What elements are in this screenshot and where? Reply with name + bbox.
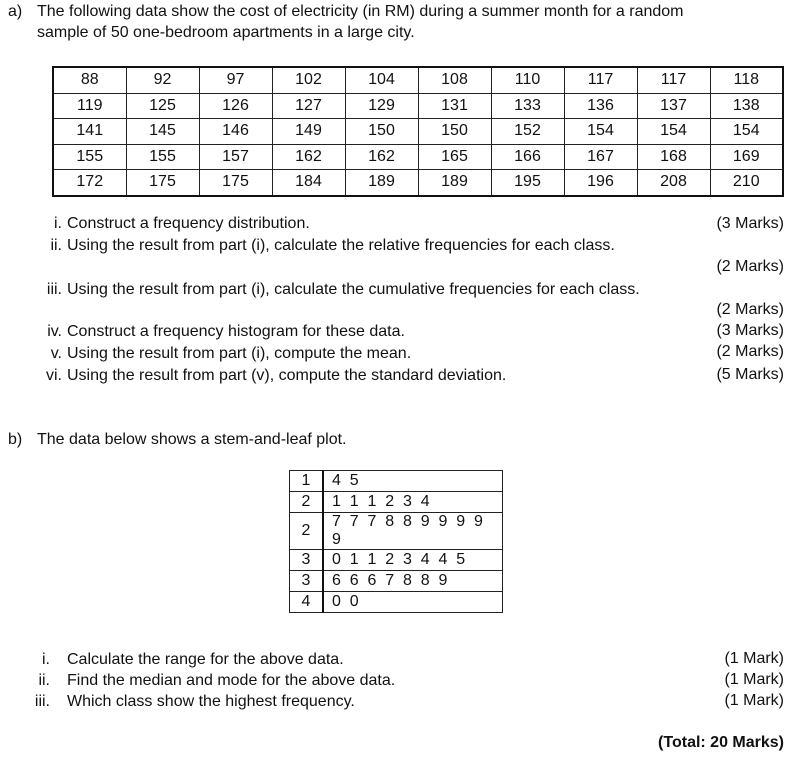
part-a-q4-number: iv. xyxy=(47,323,62,340)
table-cell: 104 xyxy=(345,67,418,93)
part-b-q3-text: Which class show the highest frequency. xyxy=(67,693,355,710)
stem-leaf-row xyxy=(290,471,503,492)
stem-cell: 3 xyxy=(290,550,324,571)
table-cell: 162 xyxy=(345,144,418,170)
part-b-intro: The data below shows a stem-and-leaf plot. xyxy=(37,431,347,448)
part-a-q5-marks: (2 Marks) xyxy=(716,343,784,360)
table-cell: 195 xyxy=(491,170,564,196)
table-cell: 162 xyxy=(272,144,345,170)
table-cell: 145 xyxy=(126,119,199,145)
part-a-q3-number: iii. xyxy=(46,281,62,298)
part-a-q6-marks: (5 Marks) xyxy=(716,366,784,383)
stem-leaf-row xyxy=(290,550,503,571)
table-cell: 131 xyxy=(418,93,491,119)
part-b-q3-number: iii. xyxy=(34,693,50,710)
part-b-q2-number: ii. xyxy=(38,672,50,689)
part-a-q3-text: Using the result from part (i), calculate the cumulative frequencies for each class. xyxy=(67,281,640,298)
table-row xyxy=(53,119,783,145)
part-b-q1-text: Calculate the range for the above data. xyxy=(67,651,344,668)
table-row xyxy=(53,170,783,196)
stem-cell: 2 xyxy=(290,492,324,513)
stem-cell: 3 xyxy=(290,571,324,592)
table-cell: 167 xyxy=(564,144,637,170)
table-cell: 137 xyxy=(637,93,710,119)
table-row xyxy=(53,93,783,119)
part-a-q5-text: Using the result from part (i), compute the mean. xyxy=(67,345,412,362)
table-cell: 184 xyxy=(272,170,345,196)
table-cell: 126 xyxy=(199,93,272,119)
part-a-q4-marks: (3 Marks) xyxy=(716,322,784,339)
part-a-q3-marks: (2 Marks) xyxy=(716,301,784,318)
electricity-cost-table xyxy=(52,66,784,197)
stem-leaf-row xyxy=(290,492,503,513)
part-b-q1-marks: (1 Mark) xyxy=(724,650,784,667)
table-cell: 88 xyxy=(53,67,126,93)
table-cell: 136 xyxy=(564,93,637,119)
table-cell: 172 xyxy=(53,170,126,196)
part-a-q1-text: Construct a frequency distribution. xyxy=(67,215,310,232)
table-row xyxy=(53,67,783,93)
table-cell: 146 xyxy=(199,119,272,145)
table-cell: 155 xyxy=(126,144,199,170)
part-a-q1-marks: (3 Marks) xyxy=(716,215,784,232)
table-cell: 108 xyxy=(418,67,491,93)
table-cell: 125 xyxy=(126,93,199,119)
table-cell: 117 xyxy=(564,67,637,93)
table-cell: 92 xyxy=(126,67,199,93)
table-row xyxy=(53,144,783,170)
table-cell: 175 xyxy=(199,170,272,196)
part-b-q1-number: i. xyxy=(42,651,50,668)
table-cell: 169 xyxy=(710,144,783,170)
table-cell: 141 xyxy=(53,119,126,145)
leaf-cell: 0 1 1 2 3 4 4 5 xyxy=(323,550,503,571)
part-a-q2-marks: (2 Marks) xyxy=(716,258,784,275)
stem-leaf-row xyxy=(290,513,503,550)
stem-and-leaf-plot xyxy=(289,470,503,613)
stem-leaf-row xyxy=(290,592,503,613)
table-cell: 189 xyxy=(345,170,418,196)
part-a-q4-text: Construct a frequency histogram for these data. xyxy=(67,323,405,340)
leaf-cell: 0 0 xyxy=(323,592,503,613)
stem-cell: 2 xyxy=(290,513,324,550)
part-a-q1-number: i. xyxy=(54,215,62,232)
table-cell: 154 xyxy=(637,119,710,145)
table-cell: 133 xyxy=(491,93,564,119)
part-a-q2-number: ii. xyxy=(50,237,62,254)
part-a-intro-line-1: The following data show the cost of electricity (in RM) during a summer month for a random xyxy=(37,3,684,20)
table-cell: 196 xyxy=(564,170,637,196)
table-cell: 102 xyxy=(272,67,345,93)
table-cell: 150 xyxy=(345,119,418,145)
leaf-cell: 6 6 6 7 8 8 9 xyxy=(323,571,503,592)
table-cell: 154 xyxy=(710,119,783,145)
table-cell: 157 xyxy=(199,144,272,170)
table-cell: 208 xyxy=(637,170,710,196)
stem-leaf-row xyxy=(290,571,503,592)
table-cell: 166 xyxy=(491,144,564,170)
leaf-cell: 4 5 xyxy=(323,471,503,492)
part-a-intro-line-2: sample of 50 one-bedroom apartments in a large city. xyxy=(37,24,415,41)
part-b-q2-text: Find the median and mode for the above data. xyxy=(67,672,396,689)
table-cell: 150 xyxy=(418,119,491,145)
part-b-label: b) xyxy=(8,431,23,448)
table-cell: 117 xyxy=(637,67,710,93)
table-cell: 210 xyxy=(710,170,783,196)
table-cell: 154 xyxy=(564,119,637,145)
table-cell: 119 xyxy=(53,93,126,119)
table-cell: 129 xyxy=(345,93,418,119)
table-cell: 189 xyxy=(418,170,491,196)
table-cell: 127 xyxy=(272,93,345,119)
table-cell: 149 xyxy=(272,119,345,145)
table-cell: 168 xyxy=(637,144,710,170)
part-b-q2-marks: (1 Mark) xyxy=(724,671,784,688)
table-cell: 118 xyxy=(710,67,783,93)
part-a-q6-text: Using the result from part (v), compute the standard deviation. xyxy=(67,367,507,384)
part-a-q5-number: v. xyxy=(50,345,62,362)
table-cell: 138 xyxy=(710,93,783,119)
stem-cell: 4 xyxy=(290,592,324,613)
table-cell: 165 xyxy=(418,144,491,170)
part-a-q6-number: vi. xyxy=(46,367,62,384)
stem-cell: 1 xyxy=(290,471,324,492)
part-a-label: a) xyxy=(8,3,23,20)
total-marks: (Total: 20 Marks) xyxy=(658,734,784,751)
part-a-q2-text: Using the result from part (i), calculate the relative frequencies for each class. xyxy=(67,237,615,254)
part-b-q3-marks: (1 Mark) xyxy=(724,692,784,709)
table-cell: 97 xyxy=(199,67,272,93)
leaf-cell: 1 1 1 2 3 4 xyxy=(323,492,503,513)
table-cell: 110 xyxy=(491,67,564,93)
table-cell: 175 xyxy=(126,170,199,196)
table-cell: 152 xyxy=(491,119,564,145)
table-cell: 155 xyxy=(53,144,126,170)
leaf-cell: 7 7 7 8 8 9 9 9 9 9 xyxy=(323,513,503,550)
